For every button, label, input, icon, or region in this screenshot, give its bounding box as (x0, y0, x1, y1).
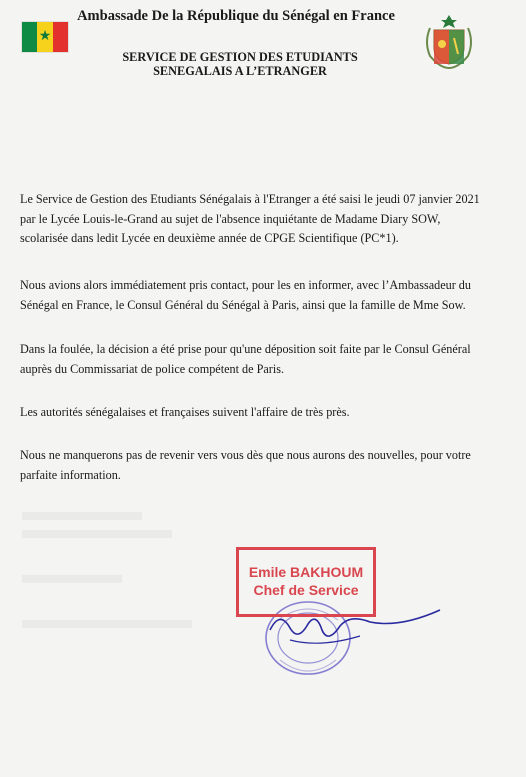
text-line: Dans la foulée, la décision a été prise pour qu'une déposition soit faite par le Consul Général (20, 342, 471, 356)
text-line: Sénégal en France, le Consul Général du Sénégal à Paris, ainsi que la famille de Mme Sow. (20, 297, 466, 312)
text-line: Les autorités sénégalaises et françaises suivent l'affaire de très près. (20, 405, 350, 419)
text-line: Nous ne manquerons pas de revenir vers vous dès que nous aurons des nouvelles, pour votre (20, 448, 471, 462)
text-line: parfaite information. (20, 467, 121, 482)
paragraph-3 (20, 340, 498, 379)
service-title-line2: SENEGALAIS A L’ETRANGER (153, 64, 327, 78)
show-through-mark (22, 620, 192, 628)
paragraph-1 (20, 190, 498, 249)
coat-of-arms-icon (422, 14, 476, 70)
show-through-mark (22, 530, 172, 538)
stamp-role: Chef de Service (253, 582, 359, 598)
embassy-title: Ambassade De la République du Sénégal en France (77, 8, 395, 24)
paragraph-2 (20, 276, 498, 315)
paragraph-4 (20, 403, 498, 423)
paragraph-5 (20, 446, 498, 485)
stamp-name: Emile BAKHOUM (248, 564, 364, 580)
show-through-mark (22, 512, 142, 520)
handwritten-signature-icon (250, 600, 450, 660)
text-line: par le Lycée Louis-le-Grand au sujet de l'absence inquiétante de Madame Diary SOW, (20, 211, 441, 226)
service-title-line1: SERVICE DE GESTION DES ETUDIANTS (122, 50, 358, 64)
service-title (90, 50, 390, 78)
text-line: scolarisée dans ledit Lycée en deuxième année de CPGE Scientifique (PC*1). (20, 231, 399, 245)
text-line: Le Service de Gestion des Etudiants Sénégalais à l'Etranger a été saisi le jeudi 07 janvier 2021 (20, 192, 480, 206)
text-line: auprès du Commissariat de police compétent de Paris. (20, 361, 284, 376)
senegal-flag-icon (22, 22, 68, 52)
text-line: Nous avions alors immédiatement pris contact, pour les en informer, avec l’Ambassadeur du (20, 278, 471, 292)
star-icon: ★ (38, 28, 52, 44)
show-through-mark (22, 575, 122, 583)
